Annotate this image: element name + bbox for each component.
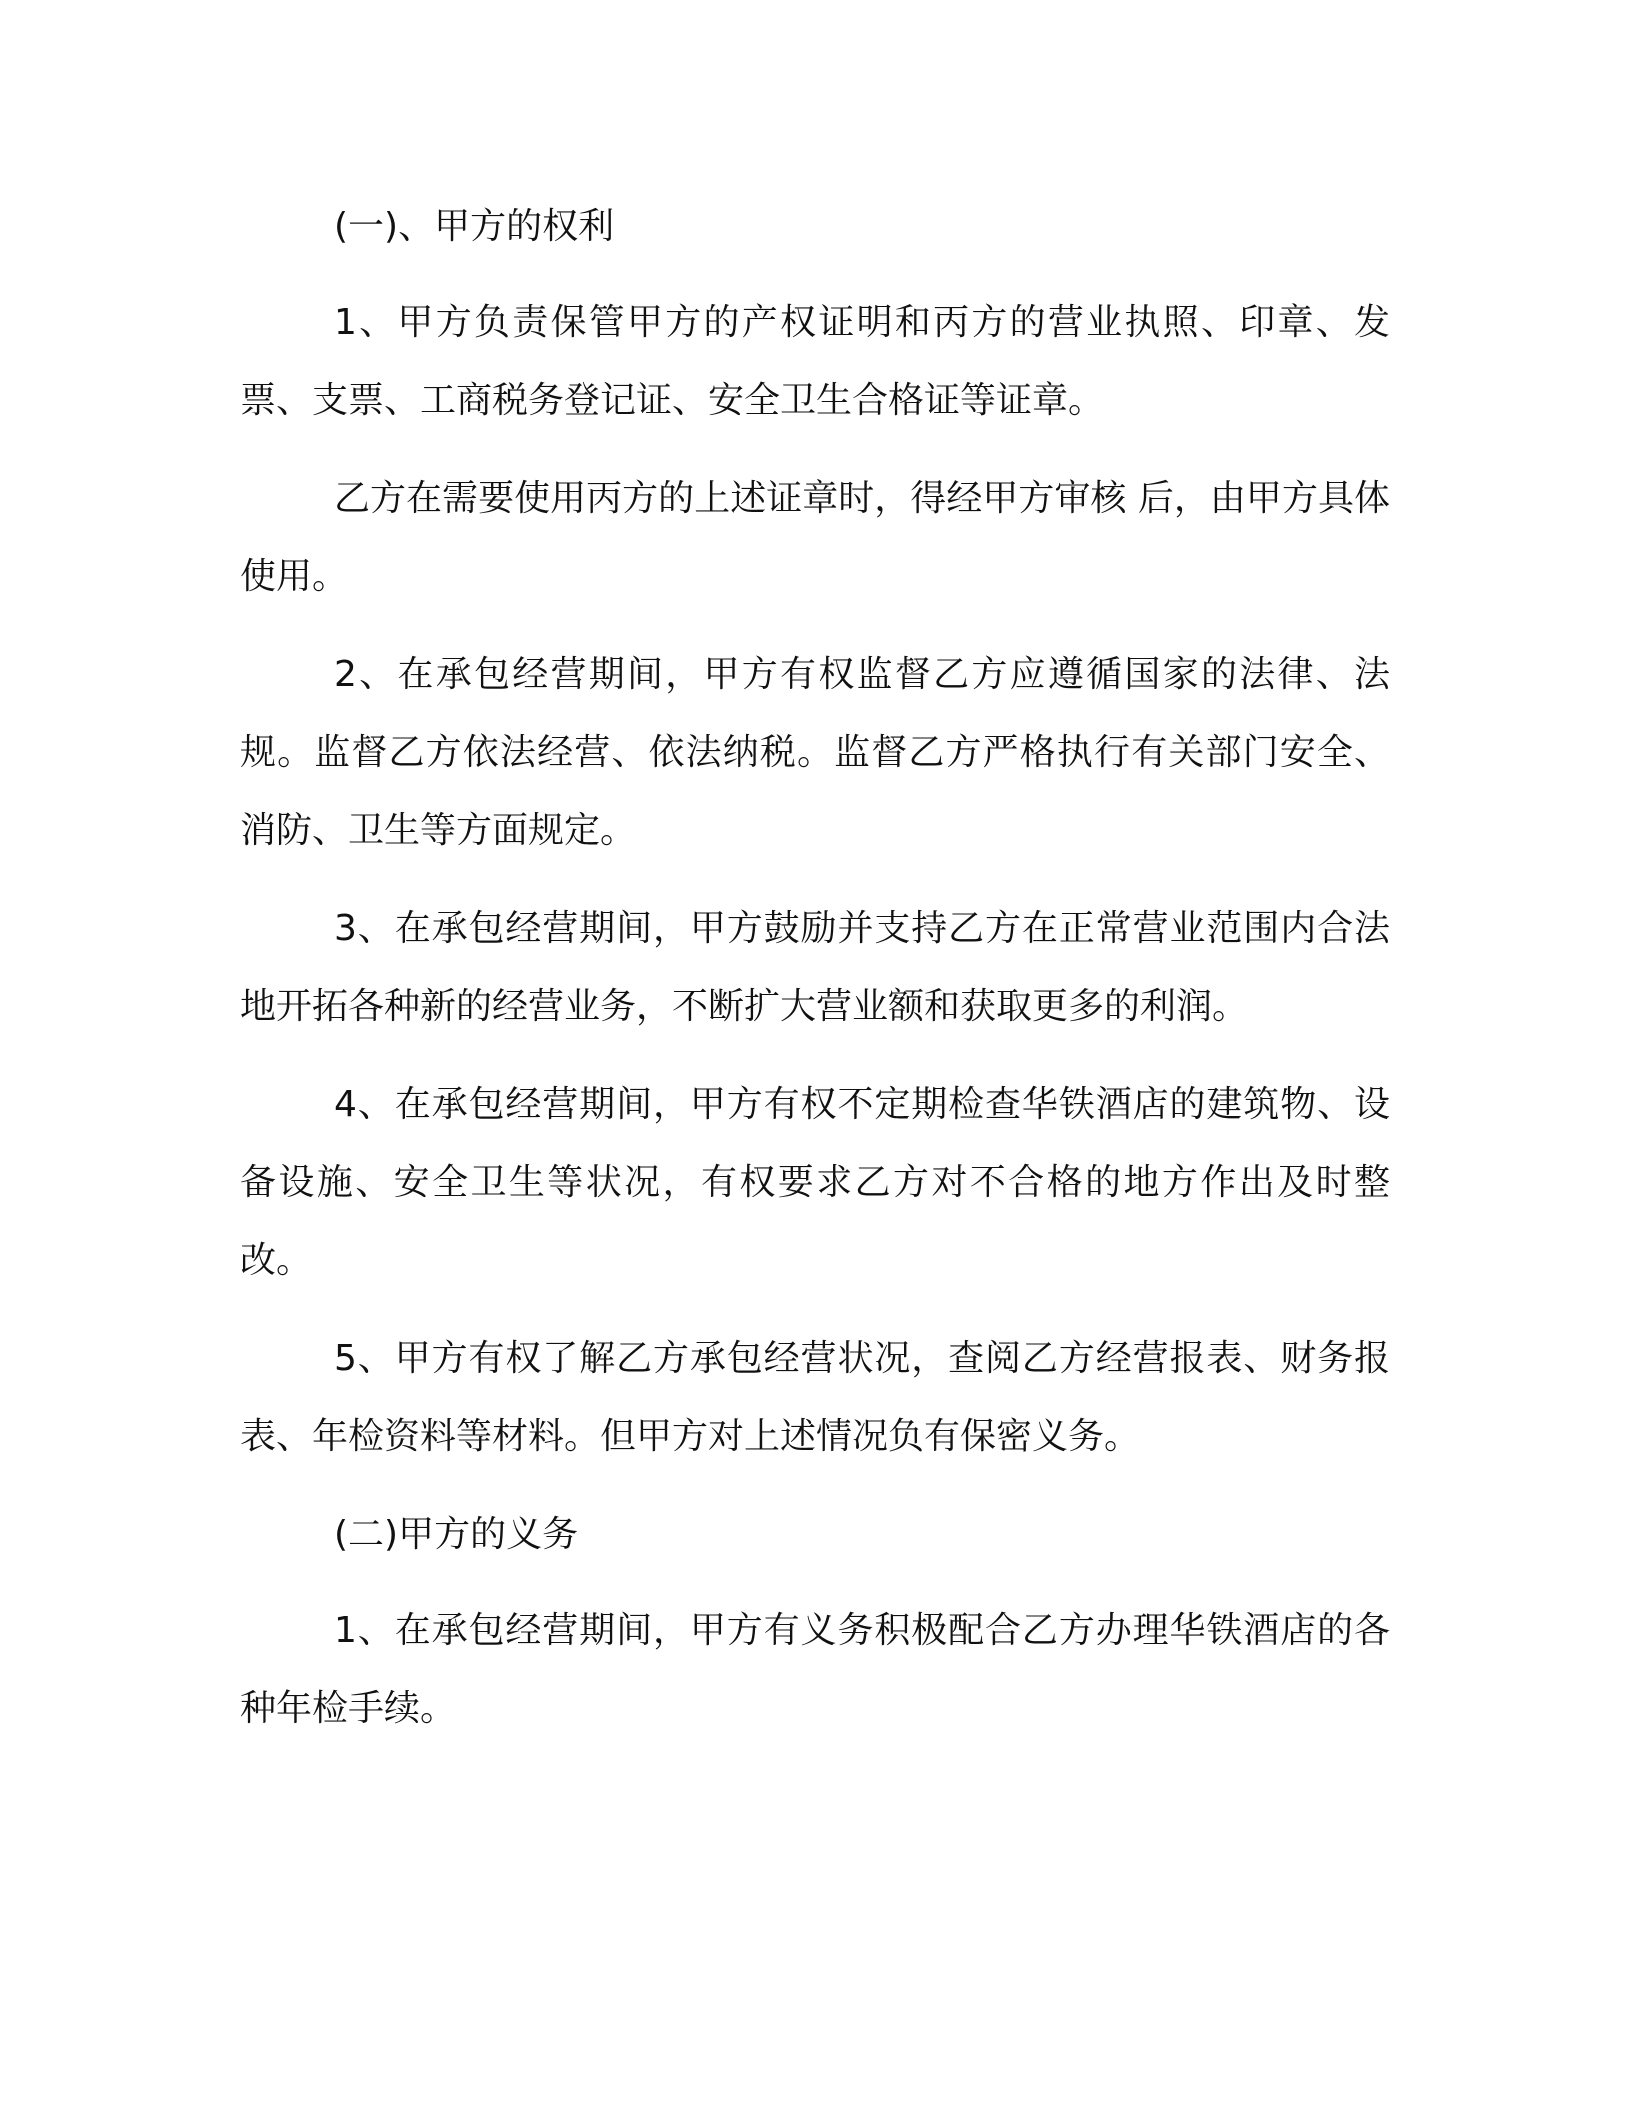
paragraph-rights-1-note: 乙方在需要使用丙方的上述证章时，得经甲方审核 后，由甲方具体使用。: [240, 478, 1390, 597]
paragraph-obligations-1: 1、在承包经营期间，甲方有义务积极配合乙方办理华铁酒店的各种年检手续。: [240, 1610, 1390, 1729]
document-page: [240, 188, 1390, 1768]
paragraph-rights-3: 3、在承包经营期间，甲方鼓励并支持乙方在正常营业范围内合法地开拓各种新的经营业务，不断扩大营业额和获取更多的利润。: [240, 908, 1390, 1027]
section-heading-obligations: (二)甲方的义务: [334, 1514, 579, 1555]
paragraph-rights-5: 5、甲方有权了解乙方承包经营状况，查阅乙方经营报表、财务报表、年检资料等材料。但甲方对上述情况负有保密义务。: [240, 1338, 1390, 1457]
paragraph-rights-2: 2、在承包经营期间，甲方有权监督乙方应遵循国家的法律、法规。监督乙方依法经营、依法纳税。监督乙方严格执行有关部门安全、消防、卫生等方面规定。: [240, 654, 1390, 851]
paragraph-rights-4: 4、在承包经营期间，甲方有权不定期检查华铁酒店的建筑物、设备设施、安全卫生等状况，有权要求乙方对不合格的地方作出及时整改。: [240, 1084, 1390, 1281]
section-heading-rights: (一)、甲方的权利: [334, 206, 615, 247]
paragraph-rights-1: 1、甲方负责保管甲方的产权证明和丙方的营业执照、印章、发票、支票、工商税务登记证、安全卫生合格证等证章。: [240, 302, 1390, 421]
